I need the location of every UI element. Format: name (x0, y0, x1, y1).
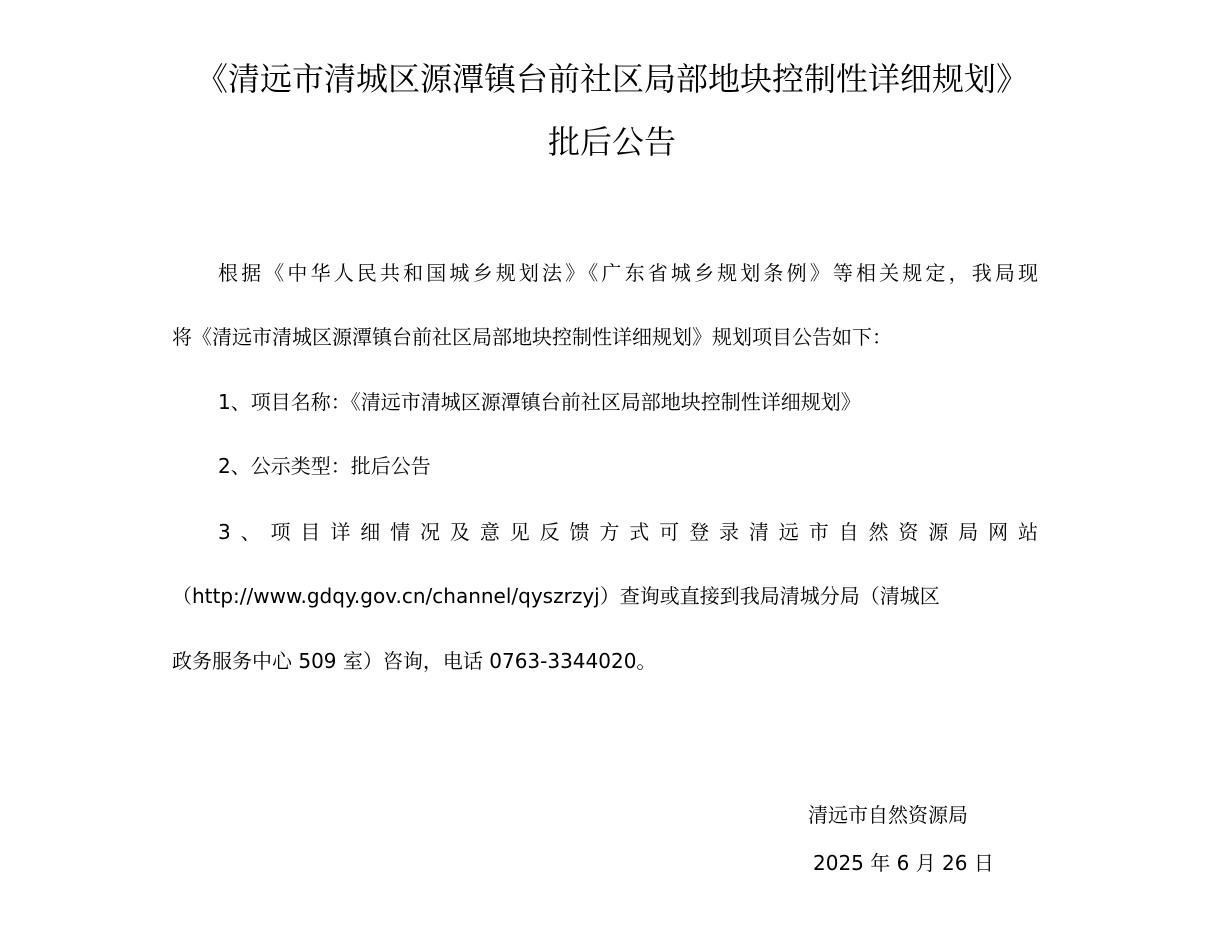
project-name-item: 1、项目名称：《清远市清城区源潭镇台前社区局部地块控制性详细规划》 (218, 390, 861, 414)
details-item-line-2: （http://www.gdqy.gov.cn/channel/qyszrzyj）查询或直接到我局清城分局（清城区 (172, 584, 940, 608)
document-subtitle: 批后公告 (547, 123, 676, 161)
issue-date: 2025 年 6 月 26 日 (813, 851, 994, 875)
intro-paragraph-line-2: 将《清远市清城区源潭镇台前社区局部地块控制性详细规划》规划项目公告如下： (172, 325, 892, 349)
intro-paragraph-line-1: 根据《中华人民共和国城乡规划法》《广东省城乡规划条例》等相关规定，我局现 (218, 261, 1038, 285)
details-item-line-1: 3、项目详细情况及意见反馈方式可登录清远市自然资源局网站 (218, 520, 1038, 544)
document-title: 《清远市清城区源潭镇台前社区局部地块控制性详细规划》 (195, 60, 1028, 98)
issuing-organization: 清远市自然资源局 (808, 803, 968, 827)
notice-type-item: 2、公示类型：批后公告 (218, 454, 431, 478)
details-item-line-3: 政务服务中心 509 室）咨询，电话 0763-3344020。 (172, 649, 657, 673)
